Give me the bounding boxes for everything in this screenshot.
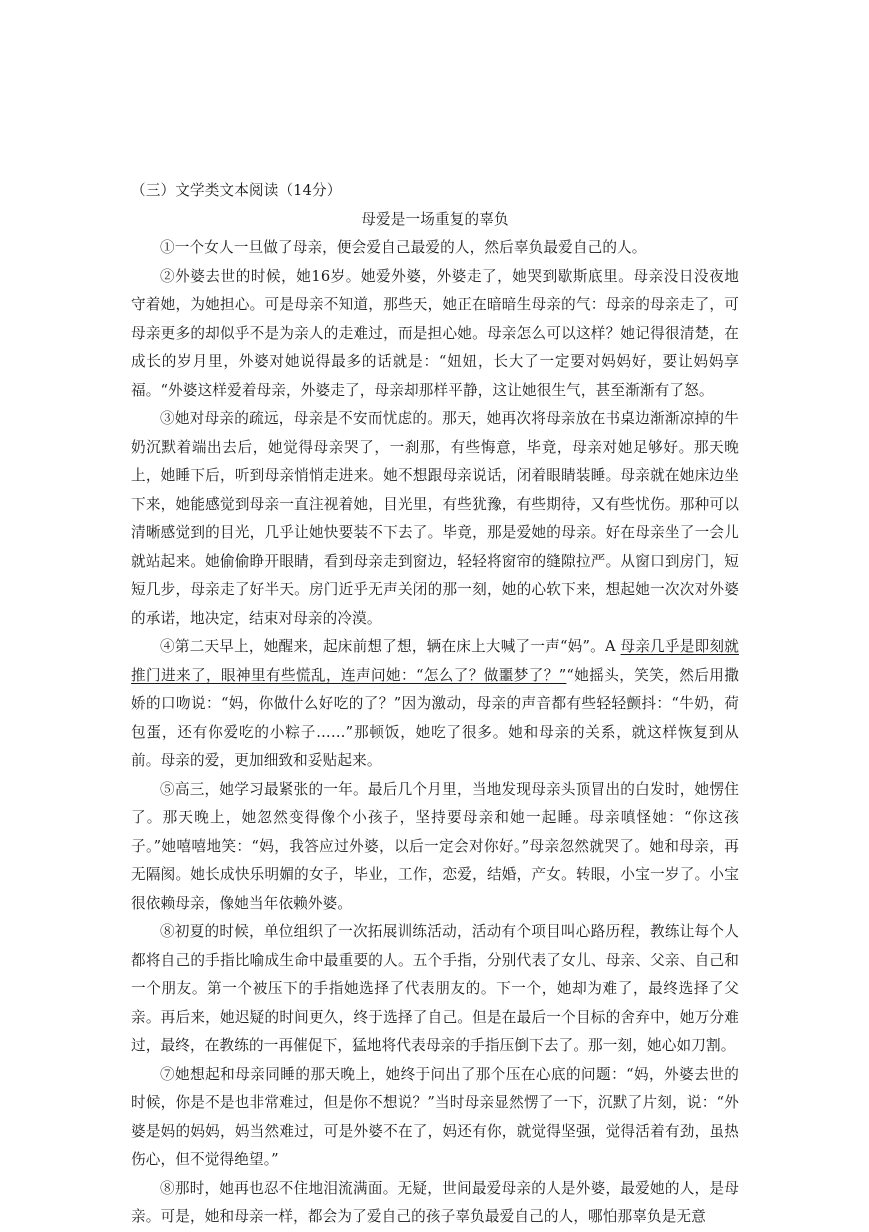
paragraph-4-lead: ④第二天早上，她醒来，起床前想了想，辆在床上大喊了一声“妈”。A (160, 638, 621, 655)
article-title: 母爱是一场重复的辜负 (361, 210, 509, 228)
paragraph-6: ⑧初夏的时候，单位组织了一次拓展训练活动，活动有个项目叫心路历程，教练让每个人都将自己的手指比喻成生命中最重要的人。五个手指，分别代表了女儿、母亲、父亲、自己和一个朋友。第一个被压下的手指她选择了代表朋友的。下一个，她却为难了，最终选择了父亲。再后来，她迟疑的时间更久，终于选择了自己。但是在最后一个目标的舍弃中，她万分难过，最终，在教练的一再催促下，猛地将代表母亲的手指压倒下去了。那一刻，她心如刀割。 (131, 923, 739, 1054)
paragraph-4-rest: “她摇头，笑笑，然后用撒娇的口吻说：“妈，你做什么好吃的了？”因为激动，母亲的声音都有些轻轻颤抖：“牛奶，荷包蛋，还有你爱吃的小粽子……”那顿饭，她吃了很多。她和母亲的关系，就这样恢复到从前。母亲的爱，更加细致和妥贴起来。 (131, 666, 739, 769)
paragraph-7: ⑦她想起和母亲同睡的那天晚上，她终于问出了那个压在心底的问题：“妈，外婆去世的时候，你是不是也非常难过，但是你不想说？”当时母亲显然愣了一下，沉默了片刻，说：“外婆是妈的妈妈，妈当然难过，可是外婆不在了，妈还有你，就觉得坚强，觉得活着有劲，虽热伤心，但不觉得绝望。” (131, 1065, 739, 1168)
paragraph-8: ⑧那时，她再也忍不住地泪流满面。无疑，世间最爱母亲的人是外婆，最爱她的人，是母亲。可是，她和母亲一样，都会为了爱自己的孩子辜负最爱自己的人，哪怕那辜负是无意 (131, 1179, 739, 1225)
paragraph-1: ①一个女人一旦做了母亲，便会爱自己最爱的人，然后辜负最爱自己的人。 (160, 239, 647, 256)
underlined-sentence-a: 母亲几乎是即刻就推门进来了，眼神里有些慌乱，连声问她：“怎么了？做噩梦了？” (131, 638, 739, 684)
paragraph-4 (131, 633, 739, 776)
paragraph-5: ⑤高三，她学习最紧张的一年。最后几个月里，当地发现母亲头顶冒出的白发时，她愣住了。那天晚上，她忽然变得像个小孩子，坚持要母亲和她一起睡。母亲嗔怪她：“你这孩子。”她嘻嘻地笑：“妈，我答应过外婆，以后一定会对你好。”母亲忽然就哭了。她和母亲，再无隔阂。她长成快乐明媚的女子，毕业，工作，恋爱，结婚，产女。转眼，小宝一岁了。小宝很依赖母亲，像她当年依赖外婆。 (131, 780, 739, 912)
document-page (131, 177, 739, 1232)
paragraph-3: ③她对母亲的疏远，母亲是不安而忧虑的。那天，她再次将母亲放在书桌边渐渐凉掉的牛奶沉默着端出去后，她觉得母亲哭了，一刹那，有些悔意，毕竟，母亲对她足够好。那天晚上，她睡下后，听到母亲悄悄走进来。她不想跟母亲说话，闭着眼睛装睡。母亲就在她床边坐下来，她能感觉到母亲一直注视着她，目光里，有些犹豫，有些期待，又有些忧伤。那种可以清晰感觉到的目光，几乎让她快要装不下去了。毕竟，那是爱她的母亲。好在母亲坐了一会儿就站起来。她偷偷睁开眼睛，看到母亲走到窗边，轻轻将窗帘的缝隙拉严。从窗口到房门，短短几步，母亲走了好半天。房门近乎无声关闭的那一刻，她的心软下来，想起她一次次对外婆的承诺，地决定，结束对母亲的冷漠。 (131, 410, 739, 627)
section-heading: （三）文学类文本阅读（14分） (131, 182, 342, 199)
paragraph-2: ②外婆去世的时候，她16岁。她爱外婆，外婆走了，她哭到歇斯底里。母亲没日没夜地守着她，为她担心。可是母亲不知道，那些天，她正在暗暗生母亲的气：母亲的母亲走了，可母亲更多的却似乎不是为亲人的走难过，而是担心她。母亲怎么可以这样？她记得很清楚，在成长的岁月里，外婆对她说得最多的话就是：“妞妞，长大了一定要对妈妈好，要让妈妈享福。“外婆这样爱着母亲，外婆走了，母亲却那样平静，这让她很生气，甚至渐渐有了怒。 (131, 267, 739, 399)
